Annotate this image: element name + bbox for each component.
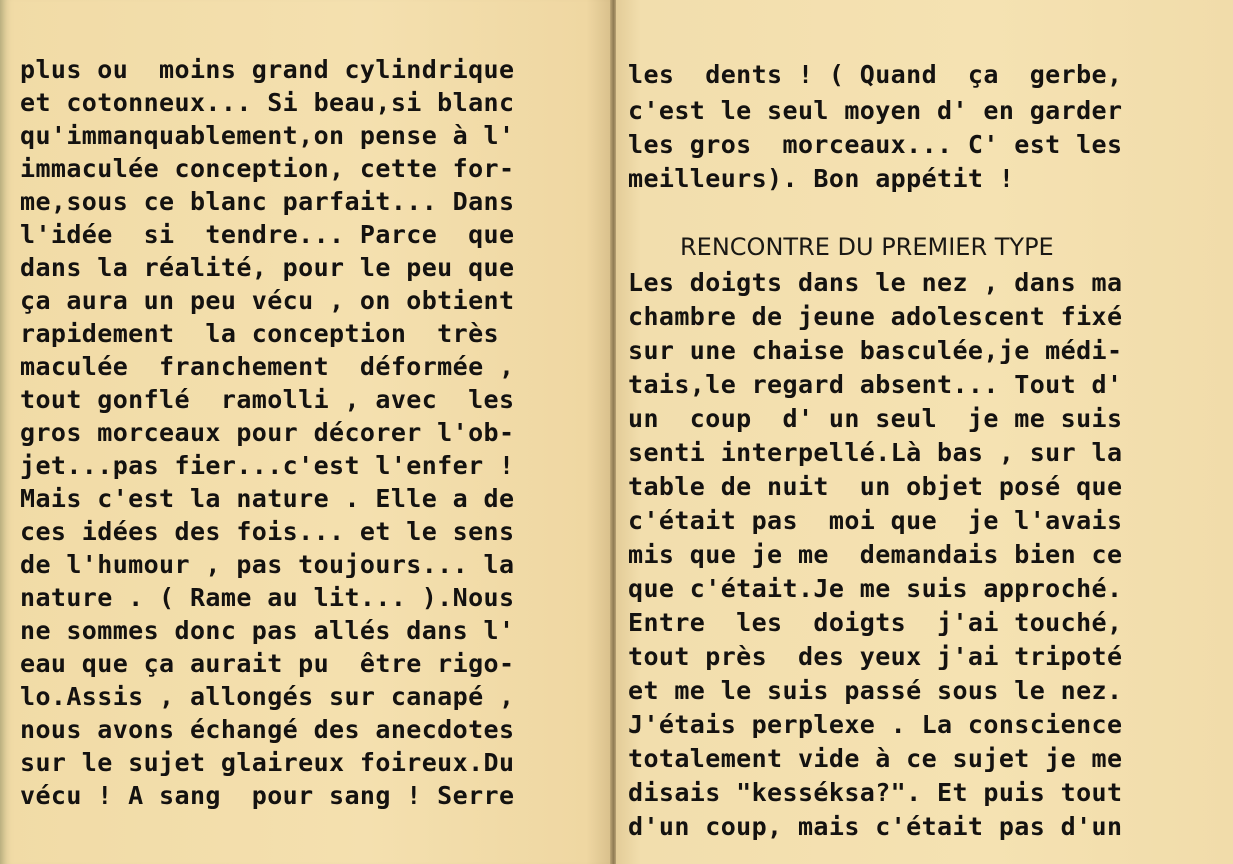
text-line: ça aura un peu vécu , on obtient xyxy=(20,286,515,315)
text-line: les gros morceaux... C' est les xyxy=(628,130,1123,159)
text-line: Entre les doigts j'ai touché, xyxy=(628,608,1123,637)
text-line: senti interpellé.Là bas , sur la xyxy=(628,438,1123,467)
text-line: nature . ( Rame au lit... ).Nous xyxy=(20,583,515,612)
text-line: c'est le seul moyen d' en garder xyxy=(628,96,1123,125)
text-line: sur une chaise basculée,je médi- xyxy=(628,336,1123,365)
text-line: totalement vide à ce sujet je me xyxy=(628,744,1123,773)
text-line: Les doigts dans le nez , dans ma xyxy=(628,268,1123,297)
text-line: disais "kesséksa?". Et puis tout xyxy=(628,778,1123,807)
text-line: chambre de jeune adolescent fixé xyxy=(628,302,1123,331)
text-line: que c'était.Je me suis approché. xyxy=(628,574,1123,603)
text-line: plus ou moins grand cylindrique xyxy=(20,55,515,84)
text-line: ne sommes donc pas allés dans l' xyxy=(20,616,515,645)
text-line: un coup d' un seul je me suis xyxy=(628,404,1123,433)
text-line: rapidement la conception très xyxy=(20,319,499,348)
text-line: gros morceaux pour décorer l'ob- xyxy=(20,418,515,447)
text-line: ces idées des fois... et le sens xyxy=(20,517,515,546)
text-line: lo.Assis , allongés sur canapé , xyxy=(20,682,515,711)
text-line: mis que je me demandais bien ce xyxy=(628,540,1123,569)
text-line: et cotonneux... Si beau,si blanc xyxy=(20,88,515,117)
text-line: immaculée conception, cette for- xyxy=(20,154,515,183)
text-line: maculée franchement déformée , xyxy=(20,352,515,381)
text-line: tout gonflé ramolli , avec les xyxy=(20,385,515,414)
text-line: et me le suis passé sous le nez. xyxy=(628,676,1123,705)
text-line: jet...pas fier...c'est l'enfer ! xyxy=(20,451,515,480)
text-line: vécu ! A sang pour sang ! Serre xyxy=(20,781,515,810)
text-line: Mais c'est la nature . Elle a de xyxy=(20,484,515,513)
text-line: nous avons échangé des anecdotes xyxy=(20,715,515,744)
text-line: l'idée si tendre... Parce que xyxy=(20,220,515,249)
text-line: dans la réalité, pour le peu que xyxy=(20,253,515,282)
text-line: de l'humour , pas toujours... la xyxy=(20,550,515,579)
text-line: tout près des yeux j'ai tripoté xyxy=(628,642,1123,671)
text-line: c'était pas moi que je l'avais xyxy=(628,506,1123,535)
text-line: qu'immanquablement,on pense à l' xyxy=(20,121,515,150)
text-line: tais,le regard absent... Tout d' xyxy=(628,370,1123,399)
text-line: d'un coup, mais c'était pas d'un xyxy=(628,812,1123,841)
text-line: eau que ça aurait pu être rigo- xyxy=(20,649,515,678)
text-line: les dents ! ( Quand ça gerbe, xyxy=(628,60,1123,89)
text-line: me,sous ce blanc parfait... Dans xyxy=(20,187,515,216)
text-line: meilleurs). Bon appétit ! xyxy=(628,164,1015,193)
right-page xyxy=(616,0,1233,864)
section-heading: RENCONTRE DU PREMIER TYPE xyxy=(680,233,1054,261)
text-line: table de nuit un objet posé que xyxy=(628,472,1123,501)
left-page xyxy=(0,0,611,864)
text-line: J'étais perplexe . La conscience xyxy=(628,710,1123,739)
text-line: sur le sujet glaireux foireux.Du xyxy=(20,748,515,777)
